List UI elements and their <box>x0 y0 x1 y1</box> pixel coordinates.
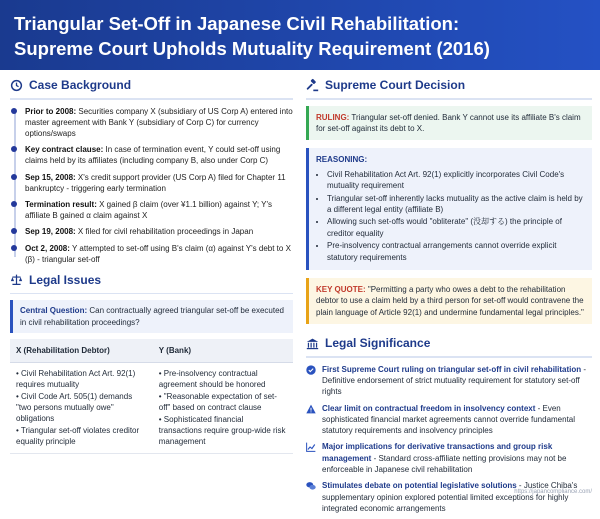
reasoning-item: • Pre-insolvency contractual arrangements cannot override explicit statutory requirements <box>327 240 585 263</box>
table-row <box>10 362 293 453</box>
reasoning-item: • Triangular set-off inherently lacks mutuality as the active claim is held by a different legal entity (affiliate B) <box>327 193 585 216</box>
timeline-label: Sep 19, 2008: <box>25 227 76 237</box>
reasoning-box <box>306 148 592 270</box>
argument-item: • Civil Code Art. 505(1) demands "two persons mutually owe" obligations <box>16 391 133 423</box>
header-banner <box>0 0 600 70</box>
timeline-text: Y attempted to set-off using B's claim (α) against Y's debt to X (β) - triangular set-off <box>25 243 291 264</box>
argument-item: • Pre-insolvency contractual agreement should be honored <box>158 368 266 389</box>
reasoning-item: • Allowing such set-offs would "obliterate" (没却する) the principle of creditor equality <box>327 216 585 239</box>
significance-text: - Even sophisticated financial market agreements cannot override fundamental statutory requirements and insolvency principles <box>322 403 576 436</box>
timeline-label: Termination result: <box>25 199 97 209</box>
central-question-box <box>10 300 293 332</box>
significance-item <box>306 403 592 437</box>
legal-issues-heading <box>10 271 293 289</box>
debtor-arguments <box>10 362 153 453</box>
timeline-label: Key contract clause: <box>25 145 104 155</box>
significance-heading <box>306 334 592 352</box>
timeline-text: In case of termination event, Y could set-off using claims held by its affiliates (including company B, also under Corp C) <box>25 145 281 166</box>
gavel-icon <box>306 79 319 92</box>
argument-item: • Civil Rehabilitation Act Art. 92(1) requires mutuality <box>16 368 136 389</box>
ruling-text: Triangular set-off denied. Bank Y cannot use its affiliate B's claim for set-off against its debt to X. <box>316 112 581 133</box>
bank-arguments <box>153 362 293 453</box>
divider <box>306 98 592 100</box>
timeline-label: Oct 2, 2008: <box>25 243 70 253</box>
divider <box>306 356 592 358</box>
chart-line-icon <box>306 442 316 452</box>
significance-item <box>306 441 592 475</box>
history-icon <box>10 79 23 92</box>
significance-text: - Definitive endorsement of strict mutuality requirement for statutory set-off rights <box>322 364 587 397</box>
key-quote-text: "Permitting a party who owes a debt to the rehabilitation debtor to use a claim held by a third person for set-off would contravene the plain language of Article 92(1) and undermine fundamental legal principles." <box>316 284 584 317</box>
comments-icon <box>306 481 316 491</box>
timeline-text: Securities company X (subsidiary of US Corp A) entered into master agreement with Bank Y (subsidiary of Corp C) for currency options/swaps <box>25 106 293 138</box>
timeline-label: Prior to 2008: <box>25 106 77 116</box>
timeline-item <box>25 144 293 166</box>
decision-title: Supreme Court Decision <box>325 78 466 92</box>
legal-issues-title: Legal Issues <box>29 272 102 287</box>
left-column <box>10 76 293 454</box>
case-timeline <box>10 106 293 265</box>
decision-heading <box>306 76 592 94</box>
central-question-label: Central Question: <box>20 306 88 316</box>
key-quote-box <box>306 278 592 324</box>
significance-label: First Supreme Court ruling on triangular set-off in civil rehabilitation <box>322 364 582 374</box>
significance-label: Stimulates debate on potential legislative solutions <box>322 481 517 491</box>
timeline-text: X gained β claim (over ¥1.1 billion) against Y; Y's affiliate B gained α claim against X <box>25 199 273 221</box>
case-background-title: Case Background <box>29 78 132 92</box>
reasoning-item: • Civil Rehabilitation Act Art. 92(1) explicitly incorporates Civil Code's mutuality requirement <box>327 169 585 192</box>
timeline-item <box>25 199 293 221</box>
arguments-table <box>10 339 293 454</box>
timeline-text: X filed for civil rehabilitation proceedings in Japan <box>75 227 254 237</box>
significance-text: - Justice Chiba's supplementary opinion explored potential limited exceptions for highly integrated economic arrangements <box>322 481 578 513</box>
timeline-item <box>25 106 293 140</box>
balance-scale-icon <box>10 273 23 286</box>
significance-item <box>306 364 592 398</box>
ruling-box <box>306 106 592 141</box>
ruling-label: RULING: <box>316 112 350 122</box>
significance-text: - Standard cross-affiliate netting provisions may not be enforceable in Japanese civil rehabilitation <box>322 453 567 475</box>
reasoning-label: REASONING: <box>316 155 368 165</box>
timeline-text: X's credit support provider (US Corp A) filed for Chapter 11 bankruptcy - triggering early termination <box>25 172 286 193</box>
argument-item: • "Reasonable expectation of set-off" based on contract clause <box>158 391 277 412</box>
timeline-item <box>25 226 293 237</box>
significance-item <box>306 480 592 514</box>
key-quote-label: KEY QUOTE: <box>316 284 366 294</box>
timeline-item <box>25 172 293 194</box>
col-header-bank: Y (Bank) <box>153 339 293 363</box>
institution-icon <box>306 337 319 350</box>
page-title-line2: Supreme Court Upholds Mutuality Requirement (2016) <box>14 38 490 59</box>
page-title-line1: Triangular Set-Off in Japanese Civil Rehabilitation: <box>14 13 460 34</box>
central-question-text: Can contractually agreed triangular set-off be executed in civil rehabilitation proceedings? <box>20 306 284 327</box>
case-background-heading <box>10 76 293 94</box>
divider <box>10 293 293 295</box>
timeline-item <box>25 243 293 265</box>
significance-label: Clear limit on contractual freedom in insolvency context <box>322 403 536 413</box>
timeline-label: Sep 15, 2008: <box>25 172 76 182</box>
argument-item: • Sophisticated financial transactions require group-wide risk management <box>158 414 286 446</box>
argument-item: • Triangular set-off violates creditor equality principle <box>16 425 140 446</box>
significance-title: Legal Significance <box>325 336 431 351</box>
reasoning-list <box>316 169 585 263</box>
significance-label: Major implications for derivative transactions and group risk management <box>322 442 553 463</box>
right-column <box>306 76 592 519</box>
divider <box>10 98 293 100</box>
col-header-debtor: X (Rehabilitation Debtor) <box>10 339 153 363</box>
check-circle-icon <box>306 365 316 375</box>
footer-url: https://japancompliance.com/ <box>514 489 592 495</box>
warning-icon <box>306 404 316 414</box>
